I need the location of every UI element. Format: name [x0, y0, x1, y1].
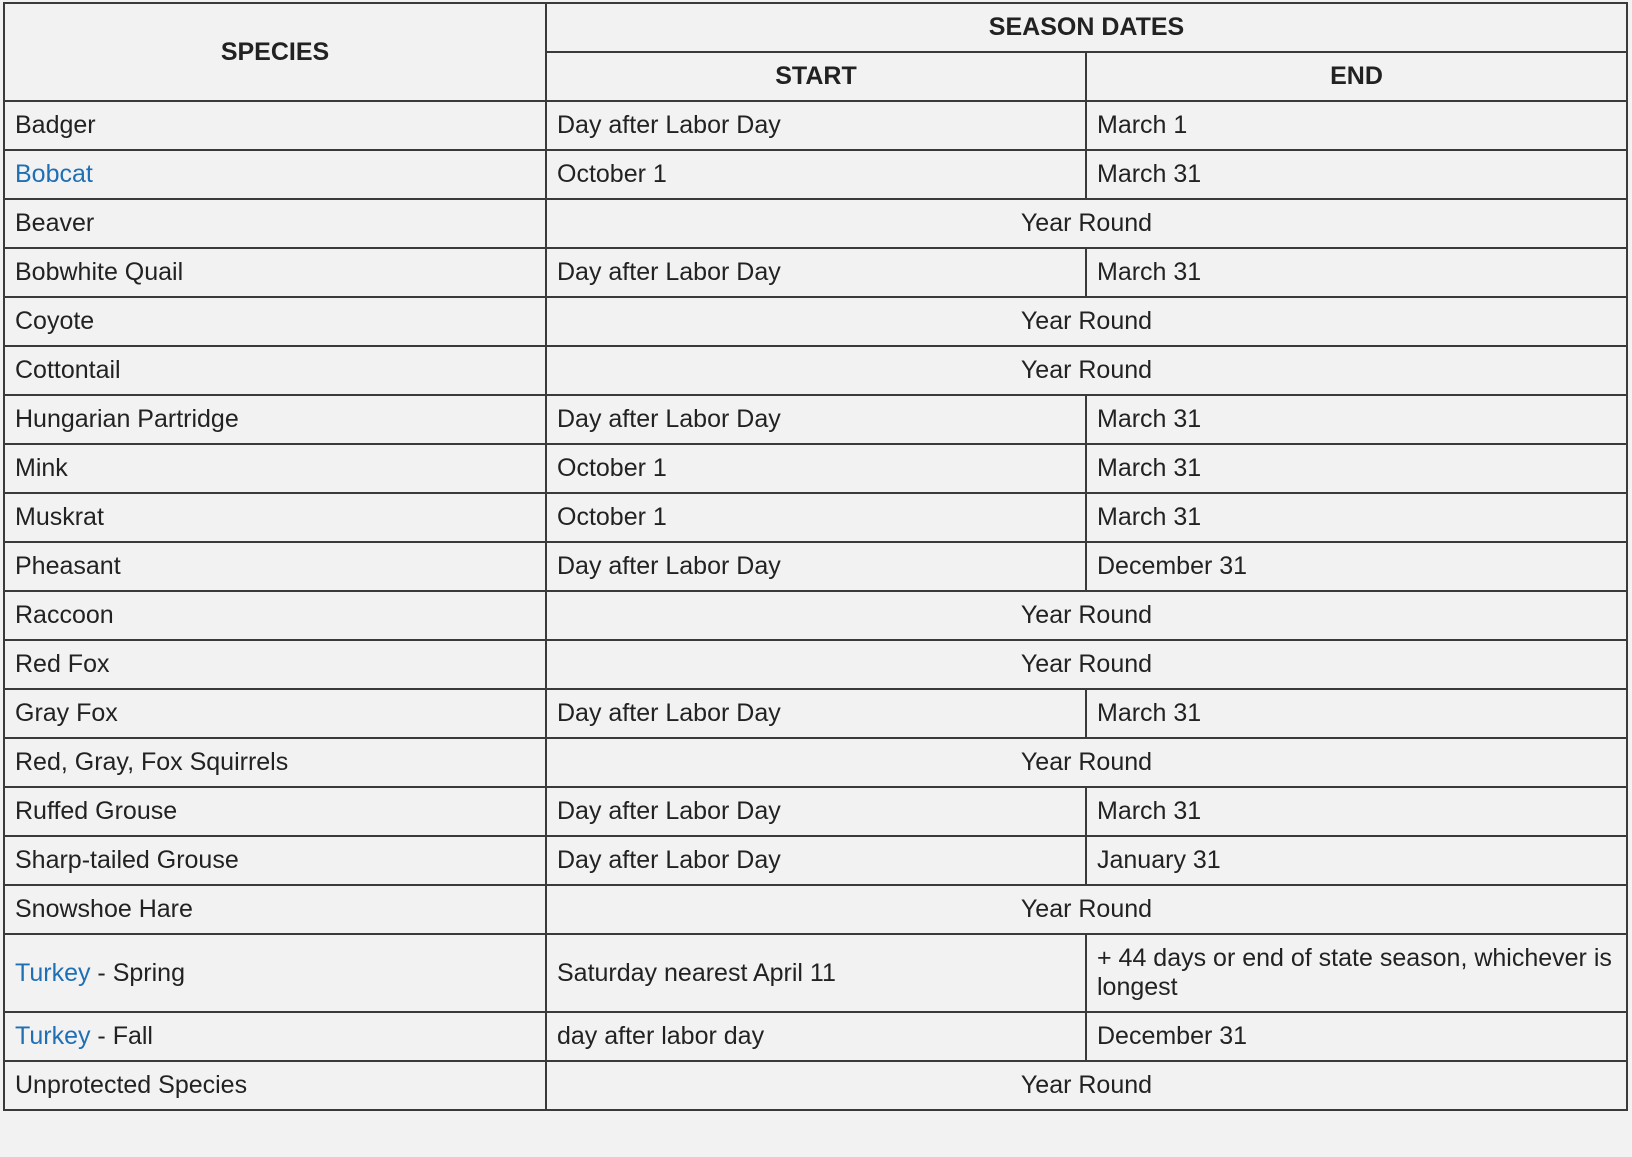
season-span-cell: Year Round	[546, 591, 1627, 640]
table-row	[4, 1012, 1627, 1061]
species-cell: Snowshoe Hare	[4, 885, 546, 934]
season-span-cell: Year Round	[546, 1061, 1627, 1110]
species-cell: Coyote	[4, 297, 546, 346]
table-row	[4, 738, 1627, 787]
start-cell: October 1	[546, 444, 1086, 493]
table-row	[4, 493, 1627, 542]
hunting-seasons-table	[3, 2, 1628, 1111]
species-cell	[4, 150, 546, 199]
end-cell: March 31	[1086, 150, 1627, 199]
start-cell: Day after Labor Day	[546, 787, 1086, 836]
species-cell: Badger	[4, 101, 546, 150]
season-span-cell: Year Round	[546, 199, 1627, 248]
species-cell: Gray Fox	[4, 689, 546, 738]
table-row	[4, 787, 1627, 836]
start-cell: Saturday nearest April 11	[546, 934, 1086, 1012]
start-cell: Day after Labor Day	[546, 395, 1086, 444]
species-cell: Unprotected Species	[4, 1061, 546, 1110]
table-row	[4, 542, 1627, 591]
species-cell: Mink	[4, 444, 546, 493]
table-row	[4, 591, 1627, 640]
end-cell: + 44 days or end of state season, whichever is longest	[1086, 934, 1627, 1012]
species-suffix: - Fall	[90, 1022, 153, 1050]
start-cell: Day after Labor Day	[546, 542, 1086, 591]
season-span-cell: Year Round	[546, 346, 1627, 395]
species-cell: Sharp-tailed Grouse	[4, 836, 546, 885]
species-cell: Bobwhite Quail	[4, 248, 546, 297]
table-row	[4, 1061, 1627, 1110]
season-span-cell: Year Round	[546, 297, 1627, 346]
season-span-cell: Year Round	[546, 738, 1627, 787]
start-cell: day after labor day	[546, 1012, 1086, 1061]
species-link-turkey[interactable]: Turkey	[15, 958, 91, 987]
end-cell: December 31	[1086, 1012, 1627, 1061]
table-row	[4, 150, 1627, 199]
table-row	[4, 836, 1627, 885]
table-row	[4, 101, 1627, 150]
end-cell: March 31	[1086, 689, 1627, 738]
species-link-bobcat[interactable]: Bobcat	[15, 160, 93, 188]
species-cell	[4, 934, 546, 1012]
species-cell: Cottontail	[4, 346, 546, 395]
end-cell: March 31	[1086, 395, 1627, 444]
species-cell: Raccoon	[4, 591, 546, 640]
table-row	[4, 444, 1627, 493]
season-span-cell: Year Round	[546, 640, 1627, 689]
table-row	[4, 689, 1627, 738]
species-cell: Red, Gray, Fox Squirrels	[4, 738, 546, 787]
table-row	[4, 934, 1627, 1012]
table-row	[4, 199, 1627, 248]
species-cell	[4, 1012, 546, 1061]
species-cell: Pheasant	[4, 542, 546, 591]
table-row	[4, 885, 1627, 934]
end-cell: March 1	[1086, 101, 1627, 150]
species-cell: Muskrat	[4, 493, 546, 542]
species-cell: Red Fox	[4, 640, 546, 689]
header-row	[4, 3, 1627, 52]
season-dates-header: SEASON DATES	[546, 3, 1627, 52]
table-row	[4, 248, 1627, 297]
season-span-cell: Year Round	[546, 885, 1627, 934]
species-cell: Hungarian Partridge	[4, 395, 546, 444]
species-link-turkey[interactable]: Turkey	[15, 1022, 91, 1050]
species-cell: Beaver	[4, 199, 546, 248]
start-cell: Day after Labor Day	[546, 836, 1086, 885]
end-cell: December 31	[1086, 542, 1627, 591]
end-cell: March 31	[1086, 787, 1627, 836]
start-cell: Day after Labor Day	[546, 101, 1086, 150]
start-cell: Day after Labor Day	[546, 248, 1086, 297]
start-cell: October 1	[546, 493, 1086, 542]
start-cell: Day after Labor Day	[546, 689, 1086, 738]
table-row	[4, 395, 1627, 444]
species-cell: Ruffed Grouse	[4, 787, 546, 836]
table-row	[4, 297, 1627, 346]
table-row	[4, 346, 1627, 395]
end-cell: March 31	[1086, 444, 1627, 493]
table-row	[4, 640, 1627, 689]
end-header: END	[1086, 52, 1627, 101]
start-header: START	[546, 52, 1086, 101]
species-header: SPECIES	[4, 3, 546, 101]
start-cell: October 1	[546, 150, 1086, 199]
end-cell: March 31	[1086, 248, 1627, 297]
end-cell: March 31	[1086, 493, 1627, 542]
species-suffix: - Spring	[90, 958, 185, 987]
end-cell: January 31	[1086, 836, 1627, 885]
